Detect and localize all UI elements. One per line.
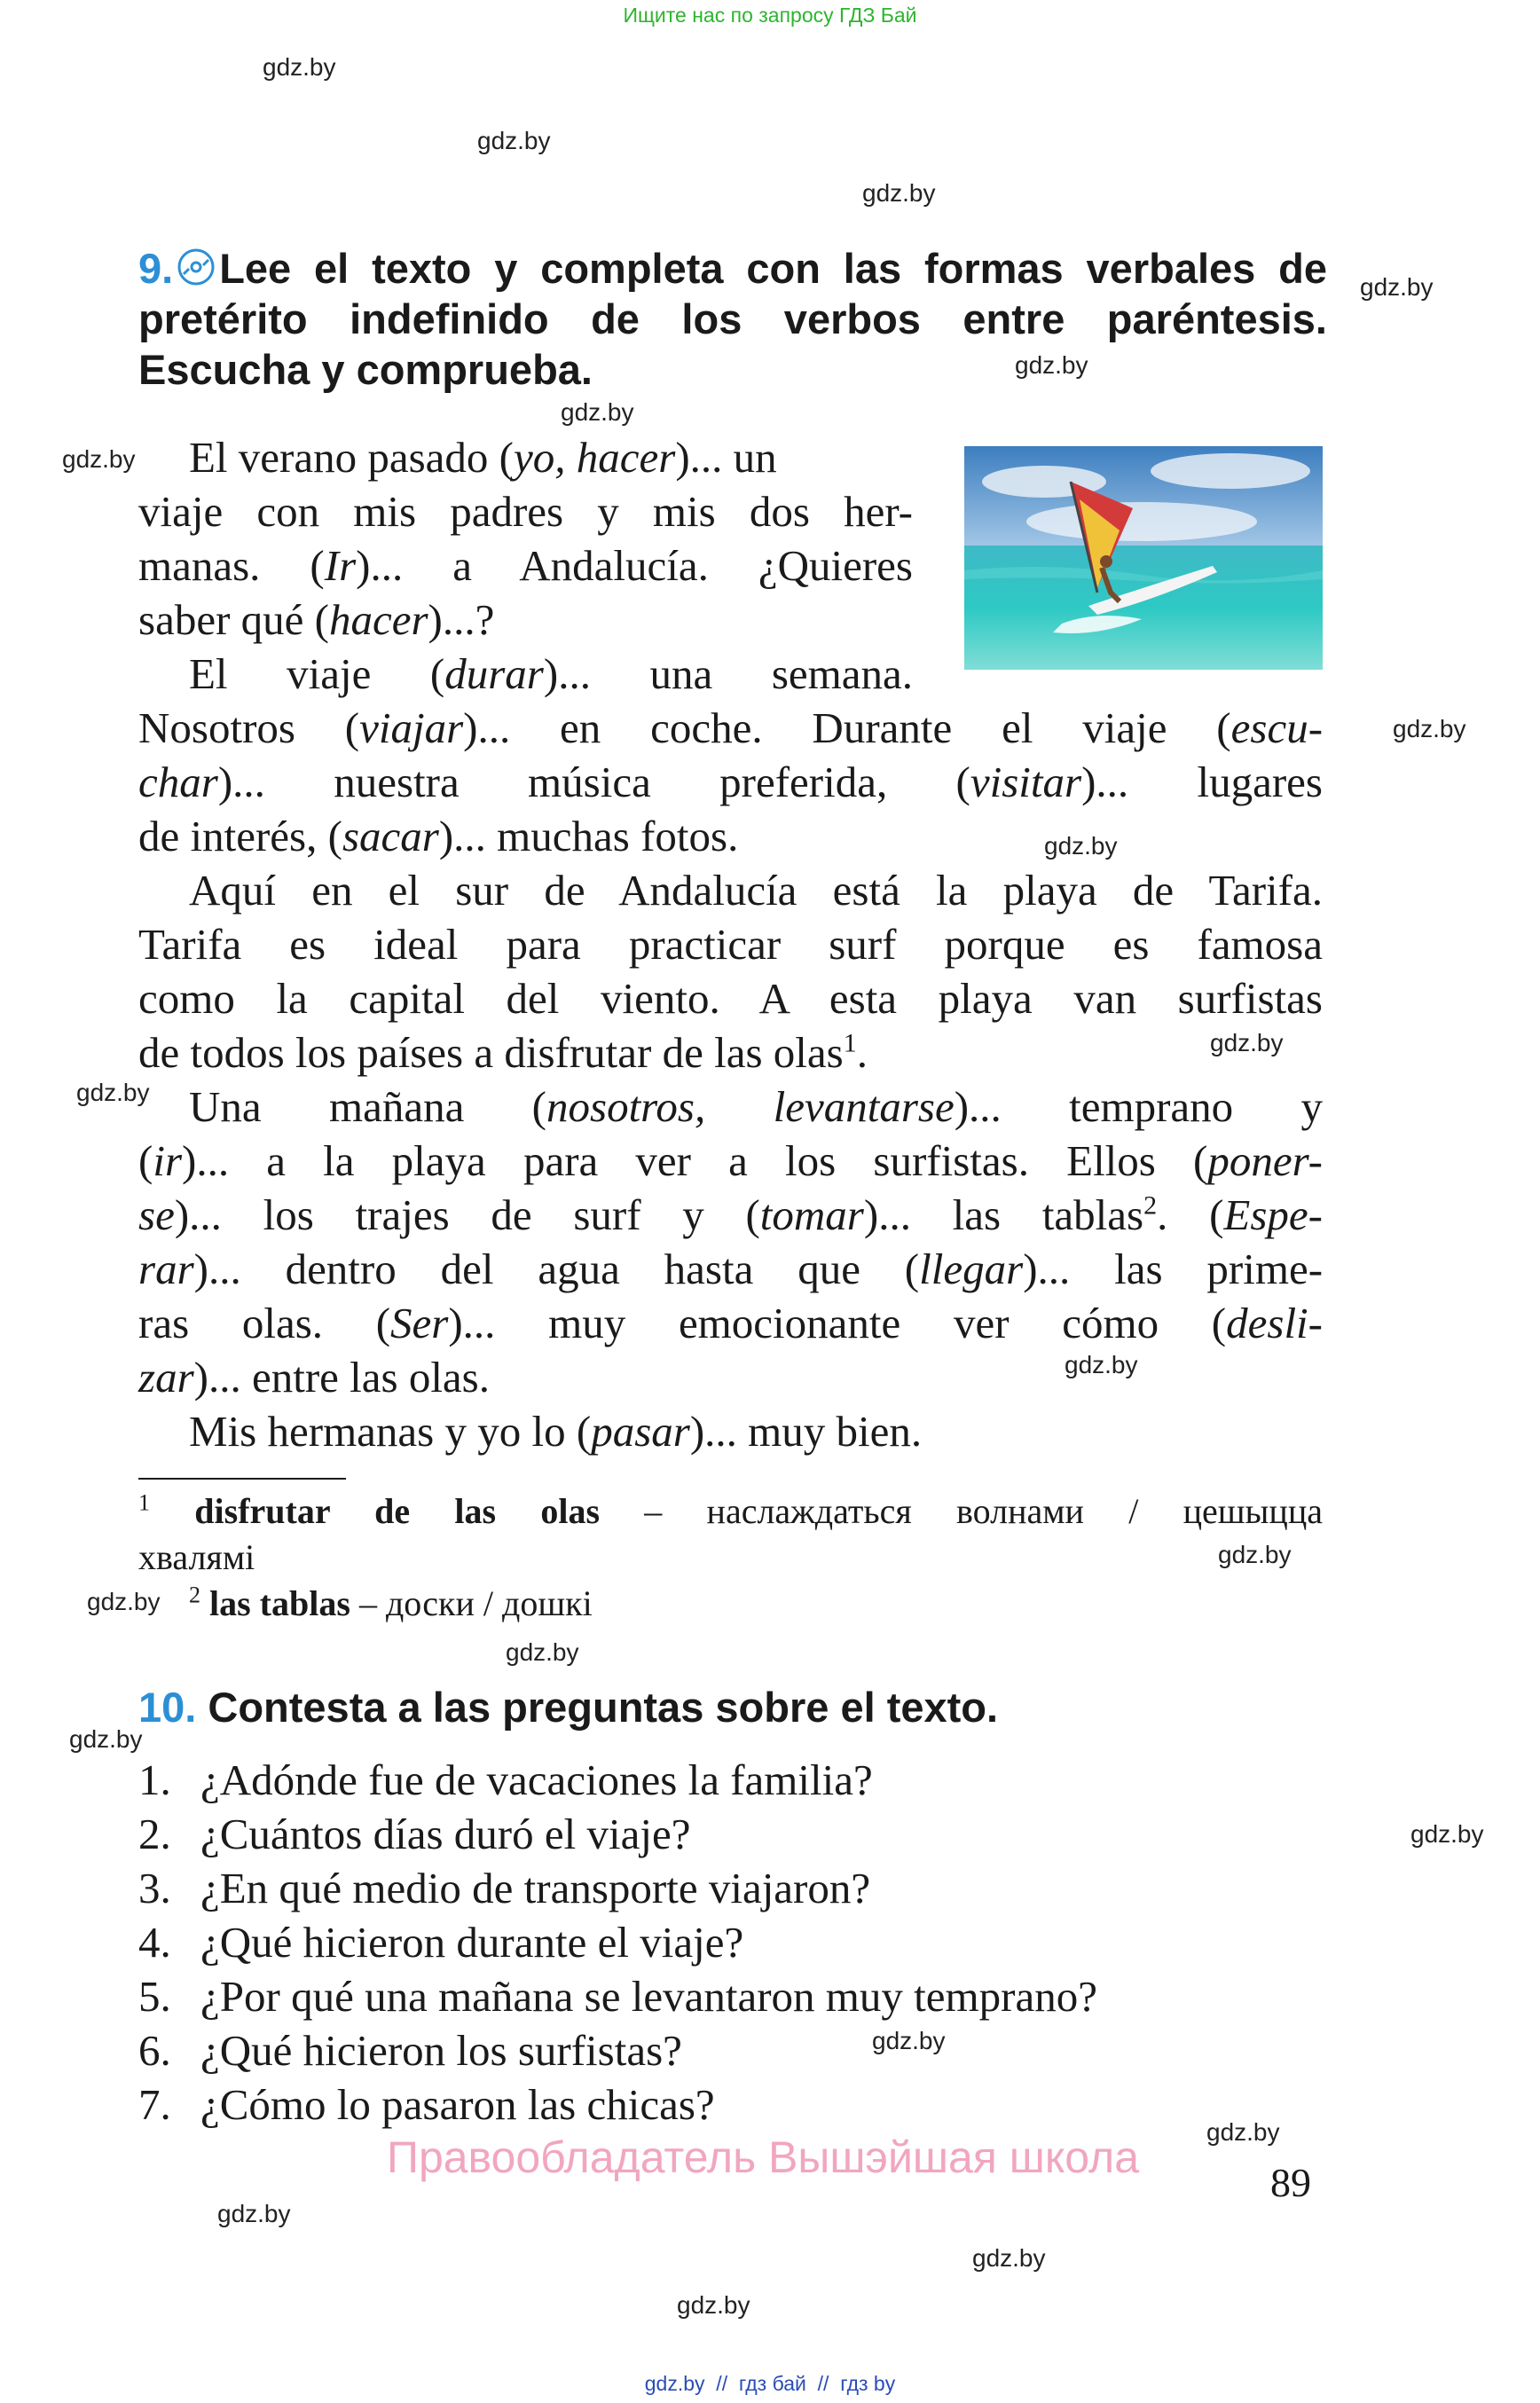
text-line-12: de todos los países a disfrutar de las olas$^1$. — [138, 1028, 868, 1077]
watermark: gdz.by — [862, 179, 936, 207]
watermark: gdz.by — [1015, 351, 1088, 379]
watermark: gdz.by — [677, 2291, 750, 2319]
exercise-number: 9. — [138, 245, 174, 292]
page-number: 89 — [1270, 2160, 1311, 2205]
text-line-16: rar)... dentro del agua hasta que (llegar)... las prime- — [138, 1245, 1324, 1293]
text-line-15: se)... los trajes de surf y (tomar)... las tablas$^2$. (Espe- — [138, 1190, 1323, 1239]
text-line-5: El viaje (durar)... una semana. — [189, 649, 914, 698]
footer-links[interactable]: gdz.by // гдз бай // гдз by — [644, 2372, 896, 2395]
text-line-7: char)... nuestra música preferida, (visitar)... lugares — [138, 758, 1323, 806]
list-item: 5. ¿Por qué una mañana se levantaron muy temprano? — [138, 1972, 1097, 2021]
watermark: gdz.by — [87, 1588, 161, 1615]
copyright-notice: Правообладатель Вышэйшая школа — [387, 2132, 1139, 2182]
text-line-14: (ir)... a la playa para ver a los surfistas. Ellos (poner- — [138, 1136, 1323, 1185]
watermark: gdz.by — [1360, 273, 1434, 301]
footnote-1-continuation: хвалямі — [138, 1537, 255, 1577]
watermark: gdz.by — [1210, 1029, 1284, 1056]
watermark: gdz.by — [263, 53, 336, 81]
text-line-17: ras olas. (Ser)... muy emocionante ver cómo (desli- — [138, 1299, 1323, 1347]
list-item: 7. ¿Cómo lo pasaron las chicas? — [138, 2080, 715, 2129]
text-line-4: saber qué (hacer)...? — [138, 595, 495, 644]
footnote-divider — [138, 1478, 346, 1480]
watermark: gdz.by — [872, 2027, 946, 2054]
watermark: gdz.by — [972, 2244, 1046, 2272]
watermark: gdz.by — [217, 2200, 291, 2227]
title-line-3: Escucha y comprueba. — [138, 346, 593, 393]
title-line-2: pretérito indefinido de los verbos entre paréntesis. — [138, 295, 1327, 342]
watermark: gdz.by — [62, 445, 136, 473]
watermark: gdz.by — [561, 398, 634, 426]
top-banner[interactable]: Ищите нас по запросу ГДЗ Бай — [623, 4, 917, 27]
list-item: 1. ¿Adónde fue de vacaciones la familia? — [138, 1755, 873, 1804]
watermark: gdz.by — [1218, 1541, 1292, 1568]
text-line-9: Aquí en el sur de Andalucía está la playa de Tarifa. — [189, 866, 1323, 915]
watermark: gdz.by — [477, 127, 551, 154]
list-item: 2. ¿Cuántos días duró el viaje? — [138, 1810, 691, 1858]
text-line-8: de interés, (sacar)... muchas fotos. — [138, 812, 739, 860]
title-line-1 — [138, 243, 1327, 294]
text-line-10: Tarifa es ideal para practicar surf porque es famosa — [138, 920, 1323, 969]
exercise-9-title — [138, 243, 1327, 395]
footnote-1: $^1$ disfrutar de las olas – наслаждаться волнами / цешыцца — [138, 1489, 1323, 1531]
watermark: gdz.by — [76, 1079, 150, 1106]
text-line-2: viaje con mis padres y mis dos her- — [138, 487, 913, 536]
exercise-10-title — [138, 1682, 998, 1732]
watermark: gdz.by — [69, 1725, 143, 1753]
text-line-1: El verano pasado (yo, hacer)... un — [189, 433, 777, 482]
watermark: gdz.by — [1044, 832, 1118, 860]
text-line-18: zar)... entre las olas. — [138, 1353, 490, 1402]
text-line-11: como la capital del viento. A esta playa van surfistas — [138, 974, 1323, 1023]
text-line-19: Mis hermanas y yo lo (pasar)... muy bien. — [189, 1407, 923, 1456]
watermark: gdz.by — [1410, 1820, 1484, 1848]
cd-audio-icon — [177, 247, 216, 287]
exercise-number: 10. — [138, 1684, 197, 1731]
watermark: gdz.by — [1393, 715, 1466, 742]
watermark: gdz.by — [506, 1638, 579, 1666]
footnote-2: $^2$ las tablas – доски / дошкі — [189, 1582, 593, 1623]
watermark: gdz.by — [1065, 1351, 1138, 1378]
question-list — [138, 1753, 1097, 2132]
list-item: 6. ¿Qué hicieron los surfistas? — [138, 2026, 682, 2075]
text-line-6: Nosotros (viajar)... en coche. Durante el viaje (escu- — [138, 703, 1324, 752]
title-text: Lee el texto y completa con las formas verbales de — [219, 245, 1327, 292]
windsurf-photo — [964, 446, 1323, 670]
list-item: 4. ¿Qué hicieron durante el viaje? — [138, 1918, 744, 1967]
watermark: gdz.by — [1206, 2118, 1280, 2146]
exercise-10-title-text: Contesta a las preguntas sobre el texto. — [208, 1684, 999, 1731]
text-line-13: Una mañana (nosotros, levantarse)... temprano y — [189, 1082, 1324, 1131]
list-item: 3. ¿En qué medio de transporte viajaron? — [138, 1864, 871, 1912]
text-line-3: manas. (Ir)... a Andalucía. ¿Quieres — [138, 541, 913, 590]
windsurf-image — [964, 446, 1323, 670]
